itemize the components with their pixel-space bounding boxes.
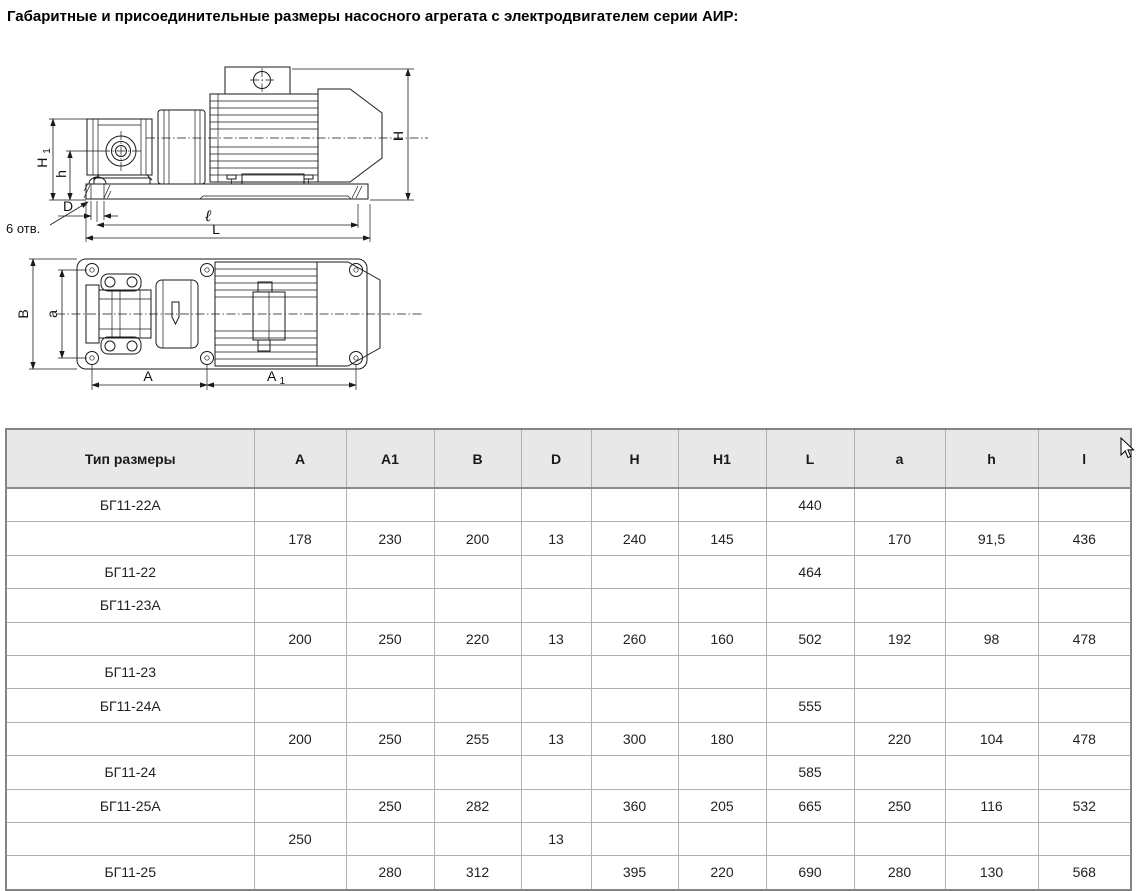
- value-cell: 13: [521, 722, 591, 755]
- value-cell: 178: [254, 522, 346, 555]
- value-cell: 395: [591, 856, 678, 890]
- value-cell: 205: [678, 789, 766, 822]
- value-cell: 665: [766, 789, 854, 822]
- dim-label-B: B: [15, 309, 31, 319]
- mouse-cursor: [1120, 437, 1136, 461]
- value-cell: [678, 822, 766, 855]
- value-cell: 280: [346, 856, 434, 890]
- column-header: D: [521, 429, 591, 488]
- value-cell: 220: [854, 722, 945, 755]
- value-cell: 478: [1038, 722, 1131, 755]
- value-cell: 220: [678, 856, 766, 890]
- value-cell: [346, 822, 434, 855]
- value-cell: [254, 655, 346, 688]
- value-cell: [591, 555, 678, 588]
- value-cell: [521, 589, 591, 622]
- value-cell: [854, 488, 945, 522]
- table-row: [6, 555, 1131, 588]
- type-cell: БГ11-24А: [6, 689, 254, 722]
- value-cell: [591, 689, 678, 722]
- table-row: [6, 655, 1131, 688]
- pump-assembly-drawing: [0, 52, 440, 417]
- value-cell: [254, 856, 346, 890]
- value-cell: [434, 655, 521, 688]
- type-cell: [6, 622, 254, 655]
- value-cell: 200: [434, 522, 521, 555]
- value-cell: 360: [591, 789, 678, 822]
- value-cell: [1038, 756, 1131, 789]
- table-row: [6, 756, 1131, 789]
- type-cell: БГ11-25А: [6, 789, 254, 822]
- value-cell: [1038, 689, 1131, 722]
- value-cell: 436: [1038, 522, 1131, 555]
- coupling-side: [158, 110, 205, 184]
- value-cell: [945, 822, 1038, 855]
- value-cell: [346, 589, 434, 622]
- column-header: B: [434, 429, 521, 488]
- value-cell: 200: [254, 622, 346, 655]
- value-cell: [766, 589, 854, 622]
- table-row: [6, 488, 1131, 522]
- value-cell: 585: [766, 756, 854, 789]
- top-view-dimensions: [15, 259, 356, 390]
- value-cell: [346, 555, 434, 588]
- value-cell: 250: [346, 789, 434, 822]
- dim-label-h: h: [53, 170, 69, 178]
- value-cell: [766, 522, 854, 555]
- value-cell: [254, 589, 346, 622]
- type-cell: БГ11-23: [6, 655, 254, 688]
- value-cell: [854, 589, 945, 622]
- value-cell: 160: [678, 622, 766, 655]
- value-cell: [521, 756, 591, 789]
- value-cell: [434, 555, 521, 588]
- value-cell: 255: [434, 722, 521, 755]
- column-header: L: [766, 429, 854, 488]
- value-cell: 464: [766, 555, 854, 588]
- type-cell: БГ11-23А: [6, 589, 254, 622]
- value-cell: [766, 722, 854, 755]
- value-cell: 240: [591, 522, 678, 555]
- value-cell: [591, 589, 678, 622]
- dim-label-H: H: [390, 130, 406, 142]
- value-cell: 192: [854, 622, 945, 655]
- type-cell: [6, 722, 254, 755]
- dimensions-table-header-row: [6, 429, 1131, 488]
- value-cell: [1038, 555, 1131, 588]
- value-cell: [945, 589, 1038, 622]
- value-cell: 250: [254, 822, 346, 855]
- value-cell: [254, 689, 346, 722]
- value-cell: [434, 756, 521, 789]
- value-cell: [434, 589, 521, 622]
- pump-side: [87, 119, 152, 184]
- value-cell: [1038, 822, 1131, 855]
- table-row: [6, 789, 1131, 822]
- mounting-hole-section: [84, 177, 111, 199]
- value-cell: [945, 655, 1038, 688]
- dim-label-H1: H $_1$: [34, 148, 53, 168]
- value-cell: [521, 689, 591, 722]
- value-cell: [521, 789, 591, 822]
- page-title: Габаритные и присоединительные размеры насосного агрегата с электродвигателем серии АИР:: [7, 8, 739, 25]
- value-cell: 282: [434, 789, 521, 822]
- top-view: [15, 259, 422, 390]
- value-cell: [678, 756, 766, 789]
- value-cell: [945, 756, 1038, 789]
- table-row: [6, 722, 1131, 755]
- table-row: [6, 622, 1131, 655]
- value-cell: [434, 689, 521, 722]
- value-cell: 478: [1038, 622, 1131, 655]
- value-cell: 312: [434, 856, 521, 890]
- value-cell: [766, 822, 854, 855]
- arrow-pointer-icon: [1120, 437, 1136, 461]
- dimensions-table: [5, 428, 1132, 891]
- value-cell: [521, 856, 591, 890]
- type-cell: БГ11-25: [6, 856, 254, 890]
- value-cell: [591, 488, 678, 522]
- dim-label-A: A: [143, 368, 153, 384]
- value-cell: [346, 655, 434, 688]
- value-cell: 170: [854, 522, 945, 555]
- type-cell: [6, 822, 254, 855]
- type-cell: БГ11-22: [6, 555, 254, 588]
- table-row: [6, 689, 1131, 722]
- value-cell: [766, 655, 854, 688]
- value-cell: [1038, 488, 1131, 522]
- value-cell: 250: [854, 789, 945, 822]
- column-header: l: [1038, 429, 1131, 488]
- value-cell: [591, 822, 678, 855]
- terminal-box: [225, 67, 290, 94]
- value-cell: 200: [254, 722, 346, 755]
- value-cell: 280: [854, 856, 945, 890]
- type-cell: БГ11-22А: [6, 488, 254, 522]
- table-row: [6, 522, 1131, 555]
- fan-cover: [318, 89, 382, 182]
- value-cell: [678, 555, 766, 588]
- table-row: [6, 856, 1131, 890]
- value-cell: 98: [945, 622, 1038, 655]
- value-cell: [854, 756, 945, 789]
- value-cell: [1038, 655, 1131, 688]
- value-cell: 230: [346, 522, 434, 555]
- dim-label-a: a: [44, 310, 60, 318]
- value-cell: 13: [521, 622, 591, 655]
- value-cell: [254, 555, 346, 588]
- column-header: a: [854, 429, 945, 488]
- value-cell: 250: [346, 622, 434, 655]
- column-header: H1: [678, 429, 766, 488]
- technical-drawing: [0, 52, 440, 417]
- value-cell: 260: [591, 622, 678, 655]
- side-view: [6, 67, 428, 242]
- value-cell: 250: [346, 722, 434, 755]
- column-header: H: [591, 429, 678, 488]
- column-header: A1: [346, 429, 434, 488]
- value-cell: 130: [945, 856, 1038, 890]
- value-cell: 300: [591, 722, 678, 755]
- column-header: Тип размеры: [6, 429, 254, 488]
- value-cell: [346, 488, 434, 522]
- value-cell: 13: [521, 522, 591, 555]
- value-cell: 220: [434, 622, 521, 655]
- value-cell: [678, 488, 766, 522]
- value-cell: [945, 555, 1038, 588]
- value-cell: [521, 488, 591, 522]
- table-row: [6, 589, 1131, 622]
- column-header: h: [945, 429, 1038, 488]
- motor-side: [146, 67, 428, 184]
- value-cell: [346, 689, 434, 722]
- value-cell: [521, 555, 591, 588]
- value-cell: 91,5: [945, 522, 1038, 555]
- value-cell: [678, 589, 766, 622]
- value-cell: 502: [766, 622, 854, 655]
- value-cell: 145: [678, 522, 766, 555]
- value-cell: [346, 756, 434, 789]
- type-cell: БГ11-24: [6, 756, 254, 789]
- value-cell: 116: [945, 789, 1038, 822]
- value-cell: [945, 689, 1038, 722]
- dim-label-ell: ℓ: [204, 206, 212, 225]
- value-cell: [1038, 589, 1131, 622]
- value-cell: 568: [1038, 856, 1131, 890]
- value-cell: 180: [678, 722, 766, 755]
- table-row: [6, 822, 1131, 855]
- value-cell: [254, 789, 346, 822]
- value-cell: 532: [1038, 789, 1131, 822]
- dimensions-table-body: [6, 488, 1131, 890]
- dim-label-D: D: [62, 198, 74, 214]
- value-cell: [591, 756, 678, 789]
- type-cell: [6, 522, 254, 555]
- value-cell: 104: [945, 722, 1038, 755]
- value-cell: [678, 689, 766, 722]
- value-cell: [854, 822, 945, 855]
- value-cell: [521, 655, 591, 688]
- value-cell: [945, 488, 1038, 522]
- dim-label-L: L: [212, 221, 220, 237]
- value-cell: [854, 655, 945, 688]
- value-cell: [254, 488, 346, 522]
- value-cell: [854, 689, 945, 722]
- value-cell: [854, 555, 945, 588]
- value-cell: 690: [766, 856, 854, 890]
- value-cell: [678, 655, 766, 688]
- column-header: A: [254, 429, 346, 488]
- value-cell: [434, 822, 521, 855]
- value-cell: 13: [521, 822, 591, 855]
- value-cell: [254, 756, 346, 789]
- value-cell: 440: [766, 488, 854, 522]
- holes-count-note: 6 отв.: [6, 221, 41, 236]
- dim-label-A1: A $_1$: [266, 368, 286, 387]
- value-cell: 555: [766, 689, 854, 722]
- baseplate-side: [86, 184, 368, 199]
- value-cell: [591, 655, 678, 688]
- value-cell: [434, 488, 521, 522]
